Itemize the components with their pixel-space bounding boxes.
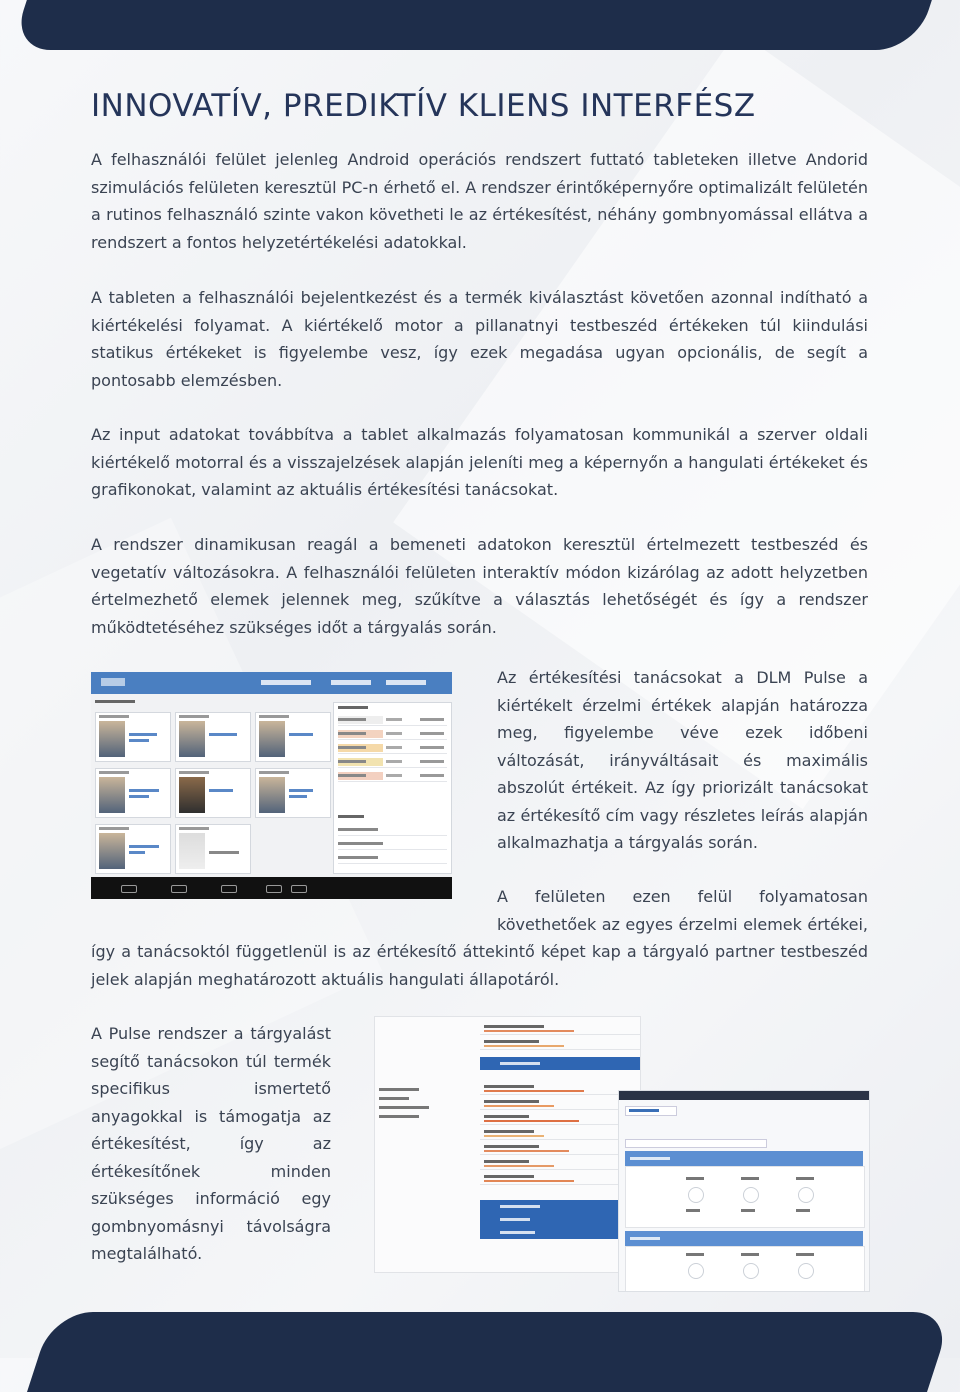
page-title: INNOVATÍV, PREDIKTÍV KLIENS INTERFÉSZ (91, 88, 756, 124)
header-band (11, 0, 939, 50)
footer-band (27, 1312, 953, 1392)
paragraph-7: A Pulse rendszer a tárgyalást segítő tanácsokon túl termék specifikus ismertető anyagokkal is támogatja az értékesítést, így az értékesítőnek minden szükséges információ egy gombnyomásnyi távolságra megtalálható. (91, 1024, 331, 1263)
paragraph-4: A rendszer dinamikusan reagál a bemeneti adatokon keresztül értelmezett testbeszéd és vegetatív változásokra. A felhasználói felületen interaktív módon kizárólag az adott helyzetben értelmezhető elemek jelennek meg, szűkítve a választás lehetőségét és így a rendszer működtetéséhez szükséges időt a tárgyalás során. (91, 535, 868, 637)
paragraph-5: Az értékesítési tanácsokat a DLM Pulse a kiértékelt érzelmi értékek alapján határozza meg, figyelembe véve ezek időbeni változását, irányváltásait és maximális abszolút értékeit. Az így priorizált tanácsokat az értékesítő cím vagy részletes leírás alapján alkalmazhatja a tárgyalás során. (497, 668, 868, 852)
web-dashboard-screenshot (618, 1090, 870, 1292)
paragraph-3: Az input adatokat továbbítva a tablet alkalmazás folyamatosan kommunikál a szerver oldali kiértékelő motorral és a visszajelzések alapján jeleníti meg a képernyőn a hangulati értékeket és grafikonokat, valamint az aktuális értékesítési tanácsokat. (91, 425, 868, 499)
android-nav-bar (91, 877, 452, 899)
paragraph-6b: így a tanácsoktól függetlenül is az értékesítő áttekintő képet kap a tárgyaló partner testbeszéd jelek alapján meghatározott aktuális hangulati állapotáról. (91, 942, 868, 989)
tablet-app-screenshot (91, 672, 452, 899)
paragraph-6a: A felületen ezen felül folyamatosan követhetőek az egyes érzelmi elemek értékei, (497, 887, 868, 934)
app-toolbar (91, 672, 452, 694)
paragraph-1: A felhasználói felület jelenleg Android operációs rendszert futtató tableteken illetve Andorid szimulációs felületen keresztül PC-n érhető el. A rendszer érintőképernyőre optimalizált felületén a rutinos felhasználó szinte vakon követheti le az értékesítést, néhány gombnyomással ellátva a rendszert a fontos helyzetértékelési adatokkal. (91, 150, 868, 252)
paragraph-2: A tableten a felhasználói bejelentkezést és a termék kiválasztást követően azonnal indítható a kiértékelési folyamat. A kiértékelő motor a pillanatnyi testbeszéd értékeken túl kiindulási statikus értékeket is figyelembe vesz, így ezek megadása ugyan opcionális, de segít a pontosabb elemzésben. (91, 288, 868, 390)
web-list-screenshot (374, 1016, 641, 1273)
